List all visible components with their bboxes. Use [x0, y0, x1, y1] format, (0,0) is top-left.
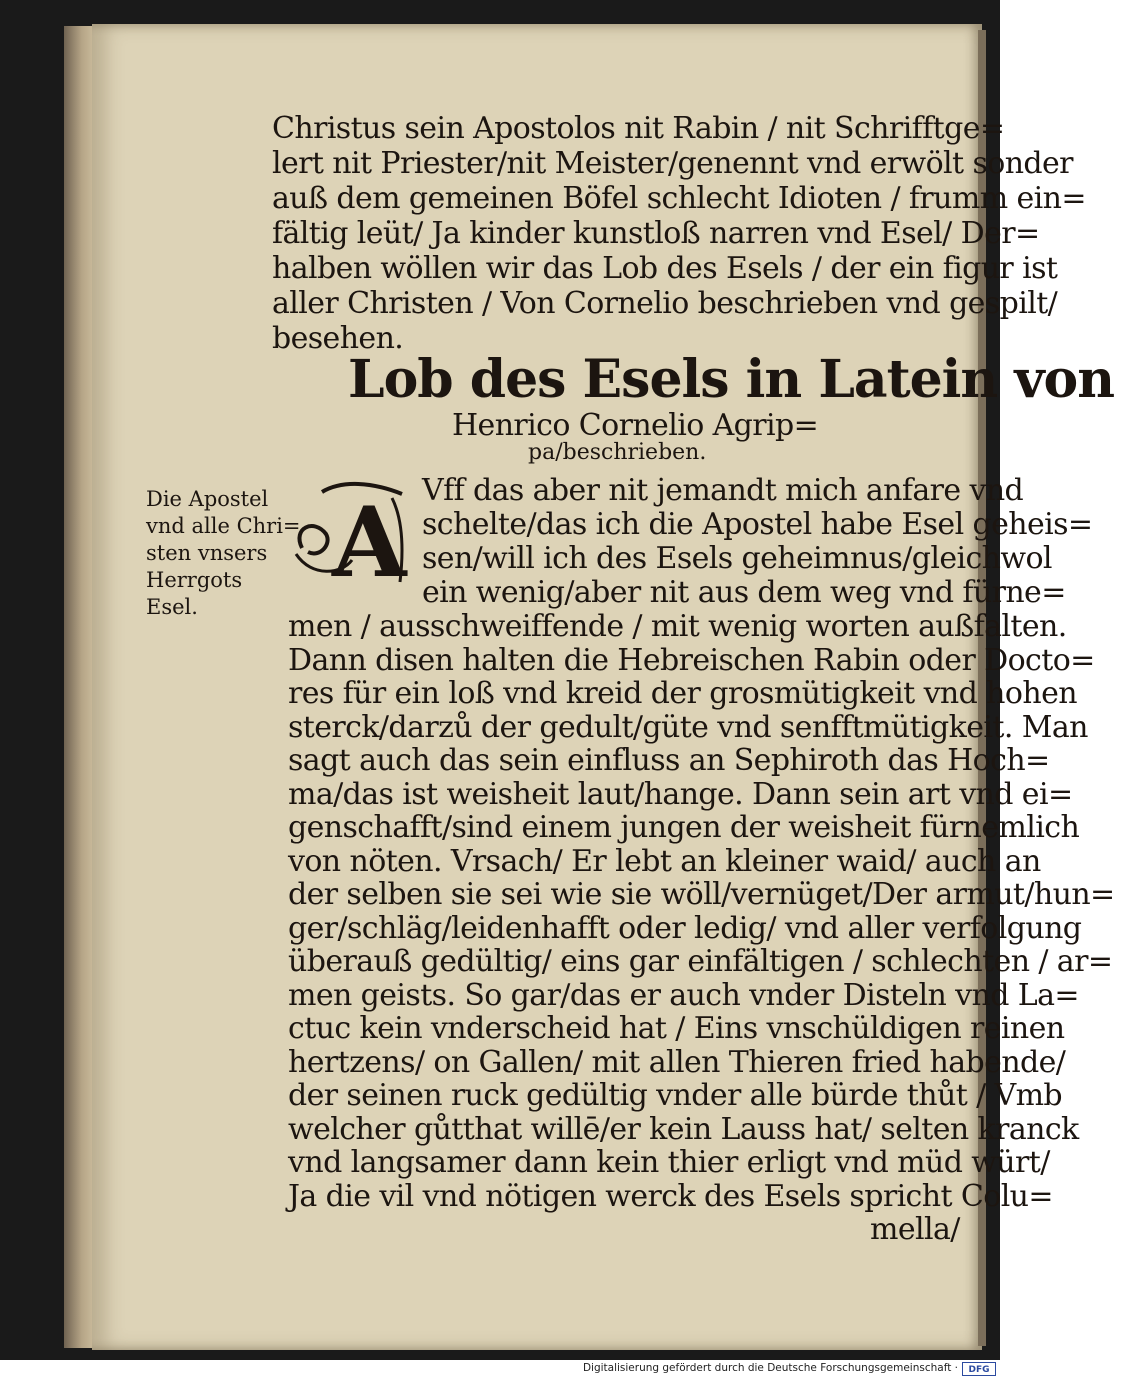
marginal-line: sten vnsers — [146, 541, 268, 565]
text-line: res für ein loß vnd kreid der grosmütigkeit vnd hohen — [288, 676, 1077, 711]
marginal-line: Herrgots — [146, 568, 243, 592]
initial-letter: A — [332, 486, 407, 599]
text-line: mella/ — [870, 1212, 960, 1247]
text-line: ma/das ist weisheit laut/hange. Dann sein art vnd ei= — [288, 776, 1073, 812]
text-line: lert nit Priester/nit Meister/genennt vnd erwölt sonder — [272, 146, 1073, 181]
text-line: Dann disen halten die Hebreischen Rabin oder Docto= — [288, 642, 1095, 678]
text-line: auß dem gemeinen Böfel schlecht Idioten / frumm ein= — [272, 181, 1086, 216]
text-line: sagt auch das sein einfluss an Sephiroth das Hoch= — [288, 743, 1050, 778]
footer-credit: Digitalisierung gefördert durch die Deutsche Forschungsgemeinschaft · — [582, 1362, 958, 1374]
text-line: welcher gůtthat willē/er kein Lauss hat/ selten kranck — [288, 1111, 1079, 1147]
text-line: vnd langsamer dann kein thier erligt vnd müd würt/ — [288, 1145, 1050, 1180]
marginal-line: Die Apostel — [146, 487, 269, 511]
text-line: halben wöllen wir das Lob des Esels / der ein figur ist — [272, 251, 1058, 286]
text-line: überauß gedültig/ eins gar einfältigen / schlechten / ar= — [288, 944, 1113, 979]
text-line: genschafft/sind einem jungen der weisheit fürnemlich — [288, 810, 1080, 845]
text-line: Christus sein Apostolos nit Rabin / nit Schrifftge= — [272, 111, 1005, 146]
marginal-line: Esel. — [146, 595, 198, 619]
footer-bar — [0, 1360, 1000, 1379]
text-line: ger/schläg/leidenhafft oder ledig/ vnd aller verfolgung — [288, 910, 1082, 946]
text-line: der seinen ruck gedültig vnder alle bürde thůt / Vmb — [288, 1078, 1063, 1113]
text-line: ctuc kein vnderscheid hat / Eins vnschüldigen reinen — [288, 1011, 1065, 1046]
text-line: fältig leüt/ Ja kinder kunstloß narren vnd Esel/ Der= — [272, 216, 1040, 251]
text-line: ein wenig/aber nit aus dem weg vnd fürne= — [422, 575, 1066, 610]
marginal-line: vnd alle Chri= — [146, 514, 301, 538]
marginal-note — [146, 486, 301, 621]
text-line: sterck/darzů der gedult/güte vnd senfftmütigkeit. Man — [288, 709, 1088, 745]
text-line: men / ausschweiffende / mit wenig worten außfalten. — [288, 609, 1067, 644]
text-line: Ja die vil vnd nötigen werck des Esels spricht Colu= — [288, 1178, 1053, 1214]
text-line: von nöten. Vrsach/ Er lebt an kleiner waid/ auch an — [288, 843, 1041, 879]
text-line: schelte/das ich die Apostel habe Esel geheis= — [422, 507, 1093, 542]
section-subheading: Henrico Cornelio Agrip= — [452, 408, 819, 443]
text-line: Vff das aber nit jemandt mich anfare vnd — [422, 473, 1024, 508]
section-heading: Lob des Esels in Latein von — [348, 349, 1115, 410]
text-line: men geists. So gar/das er auch vnder Disteln vnd La= — [288, 977, 1079, 1013]
dfg-logo-icon: DFG — [962, 1362, 996, 1376]
text-line: aller Christen / Von Cornelio beschrieben vnd gespilt/ — [272, 286, 1058, 321]
initial-ornament-icon — [292, 478, 420, 600]
decorated-initial — [292, 478, 420, 600]
text-line: der selben sie sei wie sie wöll/vernüget/Der armut/hun= — [288, 877, 1115, 912]
text-line: besehen. — [272, 321, 404, 356]
section-subheading-cont: pa/beschrieben. — [528, 440, 707, 465]
text-line: hertzens/ on Gallen/ mit allen Thieren fried habende/ — [288, 1044, 1066, 1080]
text-line: sen/will ich des Esels geheimnus/gleichwol — [422, 541, 1052, 576]
